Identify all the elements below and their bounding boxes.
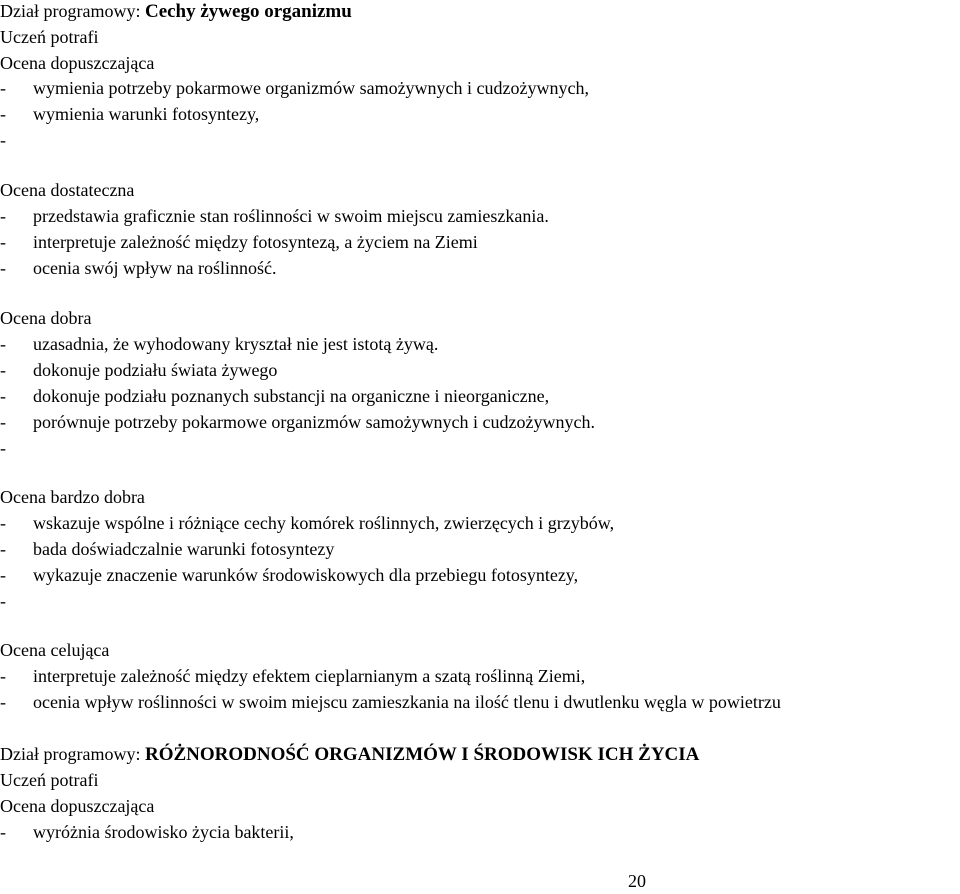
section1-heading-prefix: Dział programowy:: [0, 1, 145, 21]
dash-bullet: -: [0, 412, 6, 432]
list-item: [0, 203, 549, 229]
list-item: [0, 127, 33, 153]
list-item: [0, 331, 438, 357]
list-item: [0, 435, 33, 461]
dash-bullet: -: [0, 513, 6, 533]
list-item: [0, 663, 585, 689]
section2-grade-title-dopuszczajaca: Ocena dopuszczająca: [0, 796, 155, 816]
list-item: [0, 357, 277, 383]
dash-bullet: -: [0, 539, 6, 559]
grade-title-dostateczna: Ocena dostateczna: [0, 180, 135, 200]
dash-bullet: -: [0, 78, 6, 98]
list-item: [0, 409, 595, 435]
dash-bullet: -: [0, 692, 6, 712]
section1-intro: Uczeń potrafi: [0, 27, 99, 47]
dash-bullet: -: [0, 822, 6, 842]
grade-title-dopuszczajaca: Ocena dopuszczająca: [0, 53, 155, 73]
dash-bullet: -: [0, 438, 6, 458]
section2-heading-prefix: Dział programowy:: [0, 744, 145, 764]
list-item: [0, 819, 294, 845]
dash-bullet: -: [0, 334, 6, 354]
dash-bullet: -: [0, 666, 6, 686]
list-item-text: interpretuje zależność między efektem cieplarnianym a szatą roślinną Ziemi,: [33, 666, 586, 686]
list-item-text: uzasadnia, że wyhodowany kryształ nie jest istotą żywą.: [33, 334, 439, 354]
dash-bullet: -: [0, 360, 6, 380]
list-item: [0, 562, 578, 588]
dash-bullet: -: [0, 565, 6, 585]
list-item-text: ocenia swój wpływ na roślinność.: [33, 258, 277, 278]
list-item: [0, 229, 478, 255]
dash-bullet: -: [0, 232, 6, 252]
section2-heading-title: RÓŻNORODNOŚĆ ORGANIZMÓW I ŚRODOWISK ICH ŻYCIA: [144, 744, 700, 765]
list-item-text: wyróżnia środowisko życia bakterii,: [33, 822, 294, 842]
list-item-text: wymienia potrzeby pokarmowe organizmów samożywnych i cudzożywnych,: [33, 78, 590, 98]
list-item: [0, 588, 33, 614]
page-number: 20: [628, 871, 646, 891]
list-item-text: dokonuje podziału świata żywego: [33, 360, 278, 380]
dash-bullet: -: [0, 130, 6, 150]
dash-bullet: -: [0, 258, 6, 278]
dash-bullet: -: [0, 206, 6, 226]
list-item-text: wykazuje znaczenie warunków środowiskowych dla przebiegu fotosyntezy,: [33, 565, 579, 585]
grade-title-bardzo-dobra: Ocena bardzo dobra: [0, 487, 145, 507]
list-item: [0, 689, 781, 715]
list-item-text: dokonuje podziału poznanych substancji na organiczne i nieorganiczne,: [33, 386, 550, 406]
list-item-text: przedstawia graficznie stan roślinności w swoim miejscu zamieszkania.: [33, 206, 549, 226]
grade-title-celujaca: Ocena celująca: [0, 640, 110, 660]
section2-intro: Uczeń potrafi: [0, 770, 99, 790]
list-item-text: interpretuje zależność między fotosyntezą, a życiem na Ziemi: [33, 232, 478, 252]
list-item: [0, 510, 614, 536]
list-item-text: wskazuje wspólne i różniące cechy komórek roślinnych, zwierzęcych i grzybów,: [33, 513, 615, 533]
dash-bullet: -: [0, 386, 6, 406]
list-item-text: wymienia warunki fotosyntezy,: [33, 104, 260, 124]
section1-heading-title: Cechy żywego organizmu: [144, 1, 352, 22]
list-item-text: bada doświadczalnie warunki fotosyntezy: [33, 539, 335, 559]
list-item: [0, 101, 259, 127]
section2-heading: [0, 741, 699, 767]
dash-bullet: -: [0, 104, 6, 124]
list-item-text: porównuje potrzeby pokarmowe organizmów samożywnych i cudzożywnych.: [33, 412, 596, 432]
list-item: [0, 255, 276, 281]
section1-heading: [0, 0, 352, 24]
list-item: [0, 383, 549, 409]
list-item: [0, 75, 589, 101]
list-item-text: ocenia wpływ roślinności w swoim miejscu zamieszkania na ilość tlenu i dwutlenku węgla w powietrzu: [33, 692, 781, 712]
dash-bullet: -: [0, 591, 6, 611]
grade-title-dobra: Ocena dobra: [0, 308, 92, 328]
list-item: [0, 536, 334, 562]
